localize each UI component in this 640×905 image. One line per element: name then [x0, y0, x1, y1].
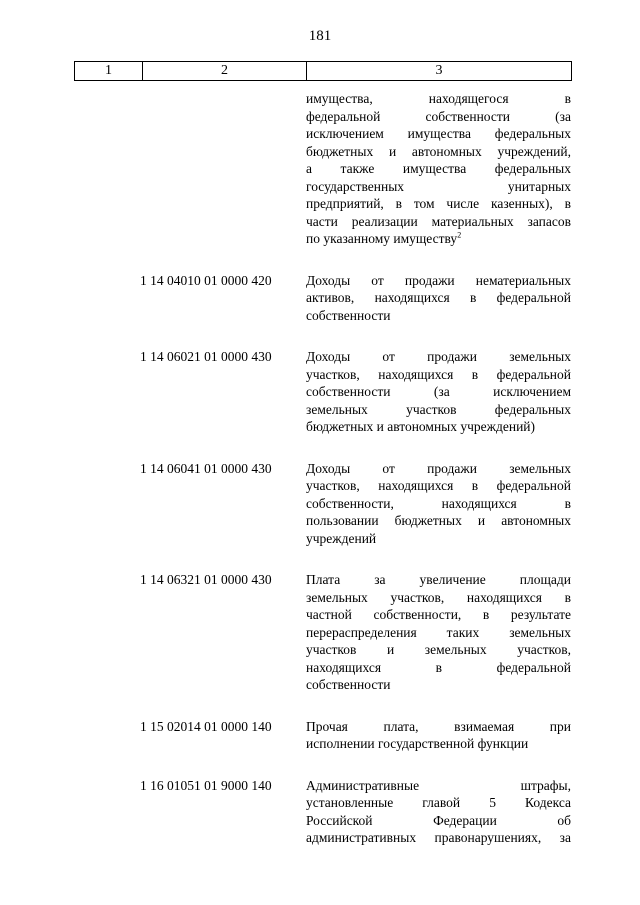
- table-header-col-2: 2: [143, 62, 307, 80]
- income-description: [306, 460, 571, 548]
- description-line: Административные штрафы,: [306, 777, 571, 793]
- income-description: [306, 571, 571, 694]
- income-description: [306, 777, 571, 847]
- budget-code: 1 14 04010 01 0000 420: [140, 272, 272, 288]
- description-line: Прочая плата, взимаемая при: [306, 718, 571, 734]
- description-line: Доходы от продажи земельных: [306, 460, 571, 476]
- description-line: перераспределения таких земельных: [306, 624, 571, 640]
- description-line: бюджетных и автономных учреждений): [306, 419, 536, 434]
- description-line: государственных унитарных: [306, 178, 571, 194]
- description-line: Доходы от продажи земельных: [306, 349, 571, 364]
- description-line: исполнении государственной функции: [306, 736, 529, 751]
- description-line: участков, находящихся в федеральной: [306, 478, 571, 493]
- description-line: участков и земельных участков,: [306, 642, 571, 657]
- description-line: собственности: [306, 307, 391, 323]
- description-line: по указанному имуществу$^2$: [306, 230, 462, 246]
- income-description: [306, 90, 571, 248]
- budget-code: 1 14 06021 01 0000 430: [140, 349, 272, 364]
- table-header-col-1: 1: [75, 62, 143, 80]
- description-line: земельных участков федеральных: [306, 401, 571, 417]
- description-line: Плата за увеличение площади: [306, 572, 571, 587]
- page-number: 181: [308, 28, 332, 44]
- table-row: [0, 460, 640, 548]
- description-line: земельных участков, находящихся в: [306, 589, 571, 605]
- description-line: пользовании бюджетных и автономных: [306, 513, 571, 528]
- description-line: федеральной собственности (за: [306, 108, 571, 124]
- table-row: [0, 272, 640, 325]
- budget-code: 1 14 06041 01 0000 430: [140, 460, 272, 476]
- description-line: бюджетных и автономных учреждений,: [306, 143, 571, 159]
- table-row: [0, 90, 640, 248]
- description-line: активов, находящихся в федеральной: [306, 290, 571, 305]
- budget-code: 1 16 01051 01 9000 140: [140, 777, 272, 793]
- description-line: а также имущества федеральных: [306, 161, 571, 176]
- table-header-row: [74, 61, 572, 81]
- table-row: [0, 777, 640, 847]
- description-line: находящихся в федеральной: [306, 659, 571, 675]
- description-line: собственности, находящихся в: [306, 495, 571, 511]
- table-row: [0, 571, 640, 694]
- description-line: собственности: [306, 677, 391, 692]
- description-line: собственности (за исключением: [306, 384, 571, 399]
- income-description: [306, 272, 571, 325]
- footnote-marker: 2: [457, 230, 462, 240]
- description-line: части реализации материальных запасов: [306, 213, 571, 229]
- table-header-col-3: 3: [435, 63, 443, 78]
- budget-code: 1 14 06321 01 0000 430: [140, 572, 272, 587]
- table-row: [0, 348, 640, 436]
- description-line: частной собственности, в результате: [306, 607, 571, 622]
- description-line: исключением имущества федеральных: [306, 126, 571, 141]
- income-description: [306, 718, 571, 753]
- budget-code: 1 15 02014 01 0000 140: [140, 718, 272, 734]
- description-line: участков, находящихся в федеральной: [306, 366, 571, 382]
- description-line: учреждений: [306, 530, 377, 546]
- table-body: [0, 90, 640, 871]
- description-line: имущества, находящегося в: [306, 91, 571, 106]
- description-line: Российской Федерации об: [306, 812, 571, 828]
- description-line: Доходы от продажи нематериальных: [306, 272, 571, 288]
- description-line: установленные главой 5 Кодекса: [306, 795, 571, 810]
- income-description: [306, 348, 571, 436]
- table-row: [0, 718, 640, 753]
- description-line: предприятий, в том числе казенных), в: [306, 196, 571, 211]
- description-line: административных правонарушениях, за: [306, 830, 571, 845]
